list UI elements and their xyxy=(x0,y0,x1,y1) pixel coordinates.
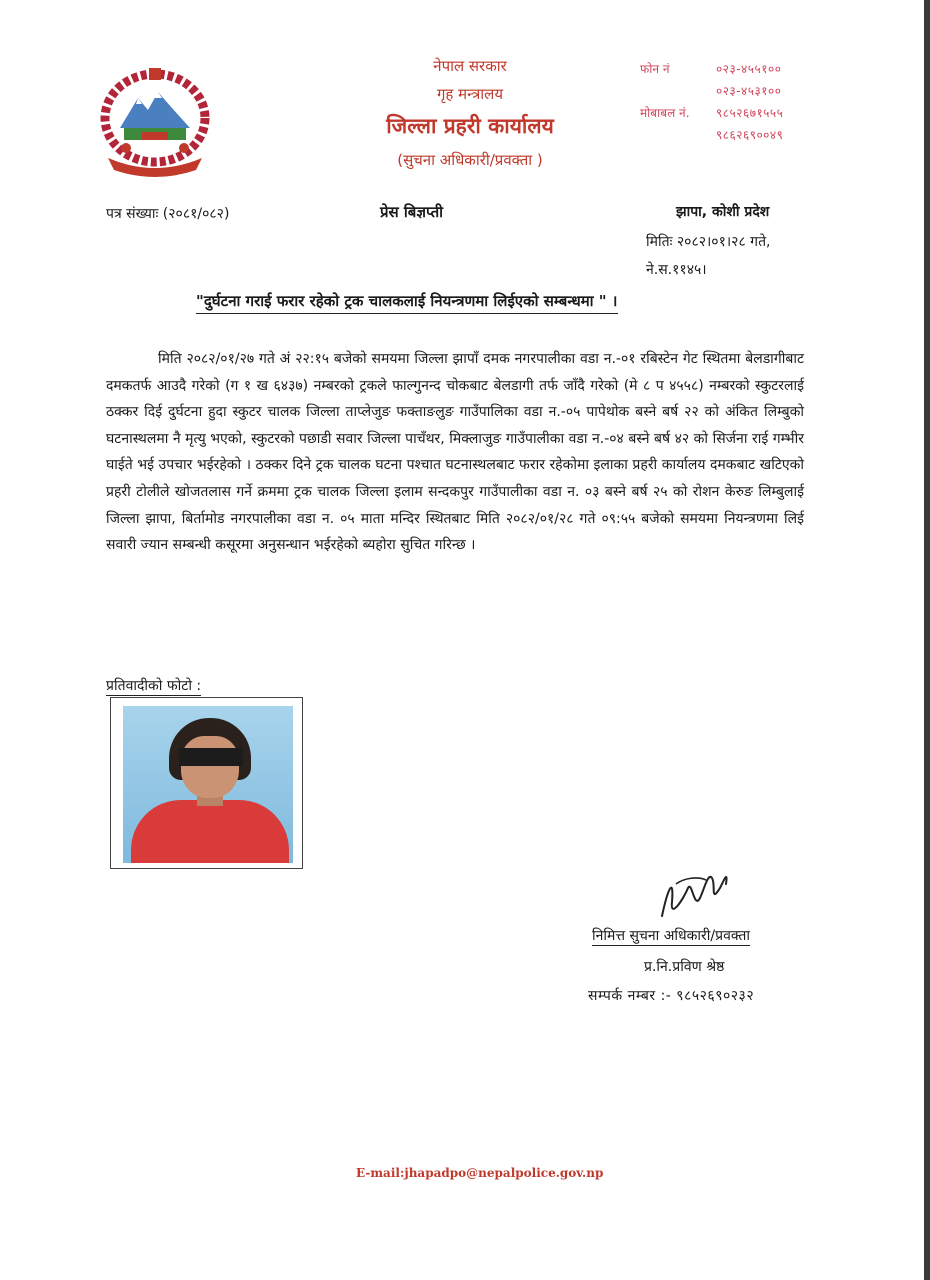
office-role: (सुचना अधिकारी/प्रवक्ता ) xyxy=(397,151,543,169)
signatory-name: प्र.नि.प्रविण श्रेष्ठ xyxy=(644,959,725,975)
signatory-phone: सम्पर्क नम्बर :- ९८५२६९०२३२ xyxy=(588,988,755,1004)
ministry-name: गृह मन्त्रालय xyxy=(436,85,504,103)
eye-censor-bar xyxy=(179,748,243,766)
mobile-number-2: ९८६२६९००४९ xyxy=(716,128,784,142)
body-paragraph: मिति २०८२/०१/२७ गते अं २२:१५ बजेको समयमा जिल्ला झापाँ दमक नगरपालीका वडा न.-०१ रबिस्टेन गेट स्थितमा बेलडागीबाट दमकतर्फ आउदै गरेको (ग १ ख ६४३७) नम्बरको ट्रकले फाल्गुनन्द चोकबाट बेलडागी तर्फ जाँदै गरेको (मे ८ प ४५५८) नम्बरको स्कुटरलाई ठक्कर दिई दुर्घटना हुदा स्कुटर चालक जिल्ला ताप्लेजुङ फक्ताङलुङ गाउँपालिका वडा न.-०५ पापेथोक बस्ने बर्ष २२ को अंकित लिम्बुको घटनास्थलमा नै मृत्यु भएको, स्कुटरको पछाडी सवार जिल्ला पाचँथर, मिक्लाजुङ गाउँपालीका वडा न.-०४ बस्ने बर्ष ४२ को सिर्जना राई गम्भीर घाईते भई उपचार भईरहेको । ठक्कर दिने ट्रक चालक घटना पश्चात घटनास्थलबाट फरार रहेकोमा इलाका प्रहरी कार्यालय दमकबाट खटिएको प्रहरी टोलीले खोजतलास गर्ने क्रममा ट्रक चालक जिल्ला इलाम सन्दकपुर गाउँपालीका वडा न. ०३ बस्ने बर्ष २५ को रोशन केरुङ लिम्बुलाई जिल्ला झापा, बिर्तामोड नगरपालीका वडा न. ०५ माता मन्दिर स्थितबाट मिति २०८२/०१/२८ गते ०९:५५ बजेको समयमा नियन्त्रणमा लिई सवारी ज्यान सम्बन्धी कसूरमा अनुसन्धान भईरहेको ब्यहोरा सुचित गरिन्छ । xyxy=(106,351,804,554)
place: झापा, कोशी प्रदेश xyxy=(676,204,770,220)
nepal-emblem xyxy=(96,66,214,178)
accused-photo-frame xyxy=(110,697,303,869)
phone-number-2: ०२३-४५३१०० xyxy=(716,84,782,98)
government-name: नेपाल सरकार xyxy=(433,57,507,75)
document-type: प्रेस बिज्ञप्ती xyxy=(380,203,444,221)
nepal-sambat-number: ने.स.११४५। xyxy=(646,262,707,278)
subject-line: "दुर्घटना गराई फरार रहेको ट्रक चालकलाई नियन्त्रणमा लिईएको सम्बन्धमा " । xyxy=(196,291,618,314)
mobile-number-1: ९८५२६७१५५५ xyxy=(716,106,784,120)
mobile-label: मोबाबल नं. xyxy=(640,106,690,120)
phone-label: फोन नं xyxy=(640,62,670,76)
handwritten-signature xyxy=(654,858,734,928)
signatory-title: निमित्त सुचना अधिकारी/प्रवक्ता xyxy=(592,928,750,944)
photo-label: प्रतिवादीको फोटो : xyxy=(106,678,202,694)
reference-number: पत्र संख्याः (२०८१/०८२) xyxy=(106,206,230,222)
contact-block xyxy=(640,58,783,146)
scan-edge xyxy=(924,0,930,1280)
footer-email: E-mail:jhapadpo@nepalpolice.gov.np xyxy=(356,1166,604,1180)
office-name: जिल्ला प्रहरी कार्यालय xyxy=(386,114,554,138)
issue-date: मितिः २०८२।०१।२८ गते, xyxy=(646,234,771,250)
phone-number-1: ०२३-४५५१०० xyxy=(716,62,782,76)
letterhead xyxy=(300,50,640,170)
accused-photo xyxy=(123,706,293,863)
